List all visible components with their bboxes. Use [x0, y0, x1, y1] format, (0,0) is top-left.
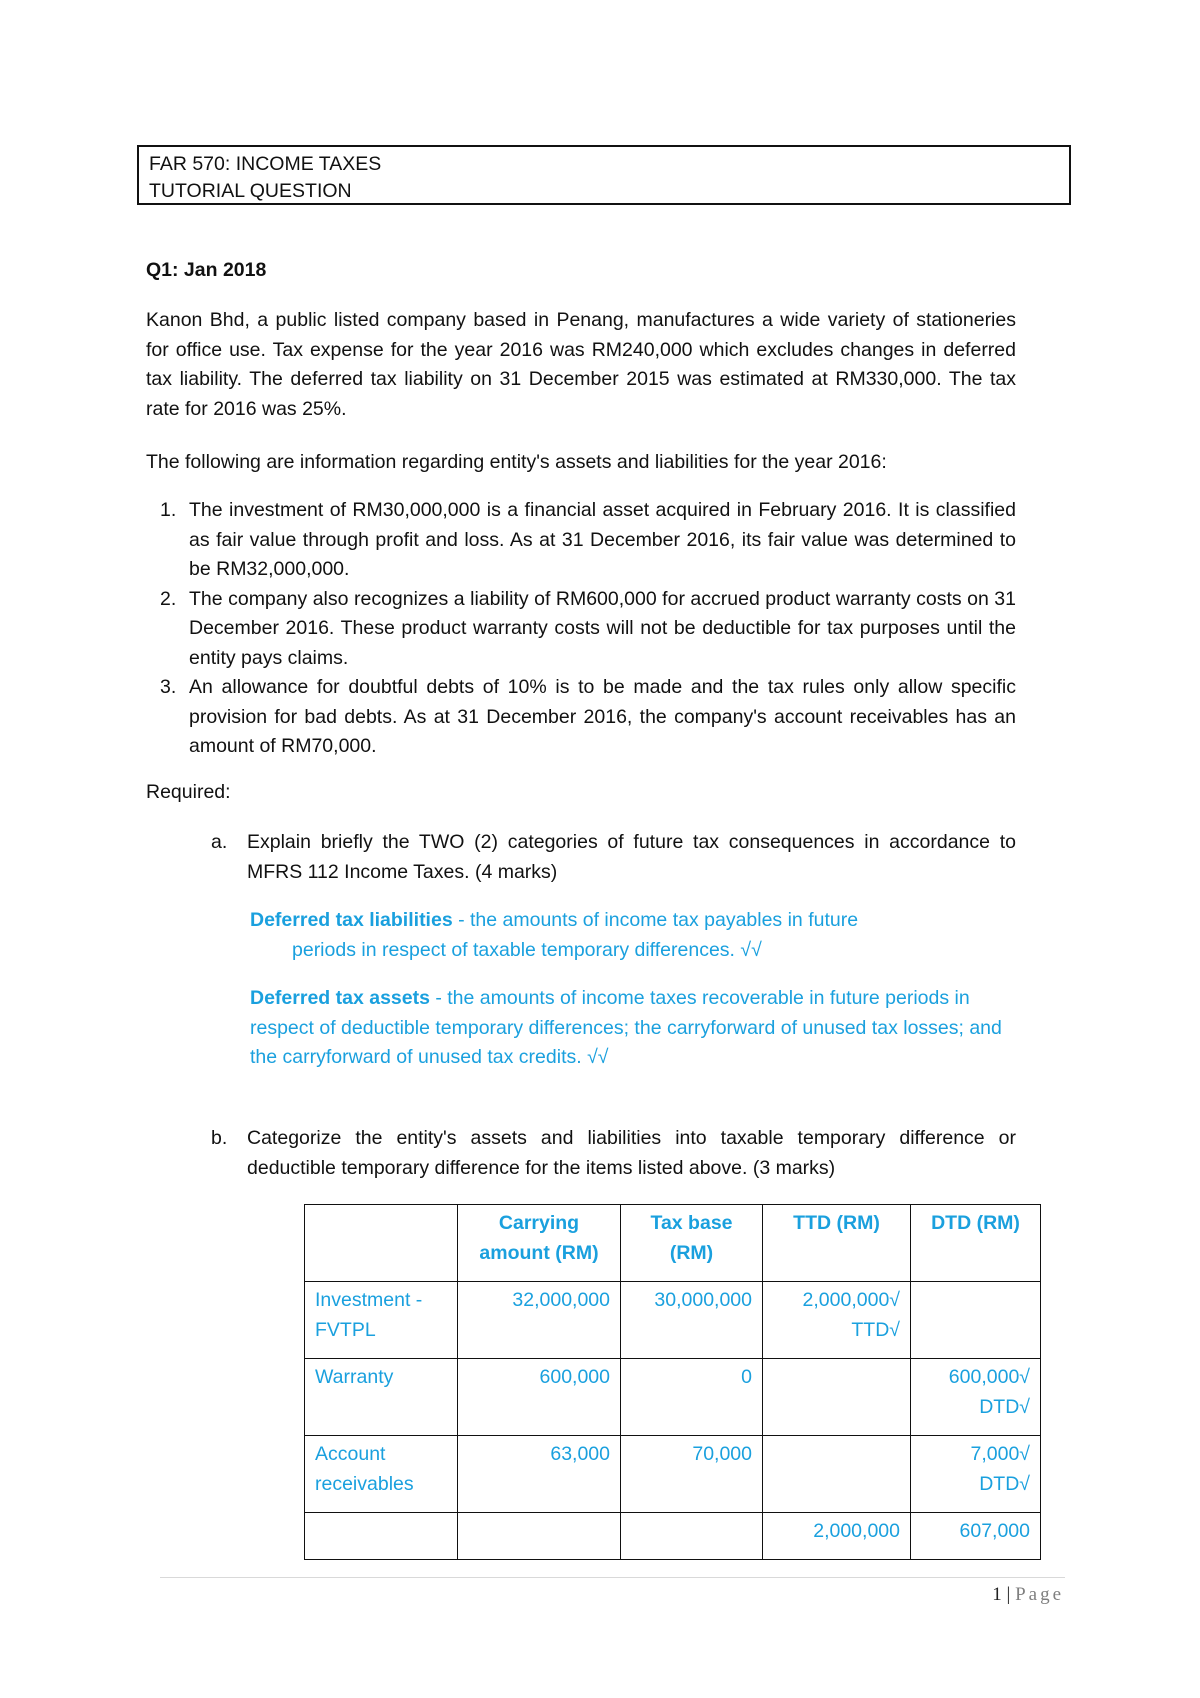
- dtl-term: Deferred tax liabilities: [250, 909, 453, 931]
- temporary-difference-table: [304, 1204, 1041, 1560]
- header-cell-carrying: Carrying amount (RM): [458, 1205, 621, 1282]
- list-item-text: An allowance for doubtful debts of 10% is to be made and the tax rules only allow specific provision for bad debts. As at 31 December 2016, the company's account receivables has an amount of RM70,000.: [189, 676, 1016, 757]
- page-number: 1: [992, 1584, 1002, 1605]
- list-item-text: The investment of RM30,000,000 is a financial asset acquired in February 2016. It is classified as fair value through profit and loss. As at 31 December 2016, its fair value was determined to be RM32,000,000.: [189, 499, 1016, 580]
- list-item: [160, 585, 1016, 674]
- dtl-text-continued: periods in respect of taxable temporary differences. √√: [292, 938, 762, 961]
- part-a: [211, 828, 1016, 887]
- cell-carrying: 32,000,000: [458, 1282, 621, 1359]
- list-item-number: 2.: [160, 587, 177, 610]
- info-list: [160, 496, 1016, 762]
- list-item-number: 3.: [160, 676, 177, 698]
- cell-dtd: [911, 1282, 1041, 1359]
- dtd-tag: DTD√: [979, 1395, 1030, 1418]
- header-cell-tax-base: Tax base (RM): [621, 1205, 763, 1282]
- cell-item: Warranty: [305, 1359, 458, 1436]
- part-b-text: Categorize the entity's assets and liabilities into taxable temporary difference or deductible temporary difference for the items listed above. (3 marks): [247, 1127, 1016, 1179]
- table-row: [305, 1282, 1041, 1359]
- table-row: [305, 1436, 1041, 1513]
- dtd-value: 600,000√: [948, 1366, 1030, 1388]
- cell-tax-base: 30,000,000: [621, 1282, 763, 1359]
- cell-tax-base: 0: [621, 1359, 763, 1436]
- tutorial-label: TUTORIAL QUESTION: [149, 180, 352, 202]
- cell-item: Account receivables: [305, 1436, 458, 1513]
- header-cell-ttd: TTD (RM): [763, 1205, 911, 1282]
- list-item: [160, 496, 1016, 585]
- total-ttd: 2,000,000: [763, 1513, 911, 1560]
- table-row: [305, 1359, 1041, 1436]
- total-dtd: 607,000: [911, 1513, 1041, 1560]
- list-item: [160, 673, 1016, 762]
- page-footer: [992, 1584, 1064, 1606]
- part-a-label: a.: [211, 831, 228, 853]
- cell-item: Investment - FVTPL: [305, 1282, 458, 1359]
- dtd-value: 7,000√: [970, 1443, 1030, 1465]
- list-lead: The following are information regarding entity's assets and liabilities for the year 2016:: [146, 451, 887, 473]
- header-cell-item: [305, 1205, 458, 1282]
- dtl-text: - the amounts of income tax payables in future: [452, 909, 859, 931]
- total-cell-empty: [305, 1513, 458, 1560]
- part-b: [211, 1124, 1016, 1183]
- dtd-tag: DTD√: [979, 1472, 1030, 1495]
- cell-carrying: 600,000: [458, 1359, 621, 1436]
- required-label: Required:: [146, 781, 231, 803]
- dta-text: - the amounts of income taxes recoverable in future periods in respect of deductible temporary differences; the carryforward of unused tax losses; and the carryforward of unused tax credits. √√: [250, 987, 1002, 1068]
- course-title: FAR 570: INCOME TAXES: [149, 153, 382, 175]
- ttd-value: 2,000,000√: [802, 1289, 900, 1311]
- list-item-number: 1.: [160, 499, 177, 521]
- course-header-box: [137, 145, 1071, 205]
- page-separator: |: [1006, 1584, 1011, 1605]
- cell-tax-base: 70,000: [621, 1436, 763, 1513]
- cell-dtd: [911, 1359, 1041, 1436]
- cell-ttd: [763, 1436, 911, 1513]
- cell-ttd: [763, 1359, 911, 1436]
- answer-dtl: [250, 906, 1010, 965]
- total-cell-empty: [458, 1513, 621, 1560]
- total-cell-empty: [621, 1513, 763, 1560]
- table-header-row: [305, 1205, 1041, 1282]
- cell-carrying: 63,000: [458, 1436, 621, 1513]
- footer-divider: [160, 1577, 1065, 1578]
- header-cell-dtd: DTD (RM): [911, 1205, 1041, 1282]
- table-total-row: [305, 1513, 1041, 1560]
- question-title: Q1: Jan 2018: [146, 259, 267, 281]
- page-word: Page: [1015, 1584, 1064, 1605]
- part-b-label: b.: [211, 1127, 228, 1149]
- cell-ttd: [763, 1282, 911, 1359]
- list-item-text: The company also recognizes a liability of RM600,000 for accrued product warranty costs on 31 December 2016. These product warranty costs will not be deductible for tax purposes until the entity pays claims.: [189, 587, 1016, 669]
- dta-term: Deferred tax assets: [250, 987, 430, 1009]
- cell-dtd: [911, 1436, 1041, 1513]
- question-intro: Kanon Bhd, a public listed company based in Penang, manufactures a wide variety of stationeries for office use. Tax expense for the year 2016 was RM240,000 which excludes changes in deferred tax liability. The deferred tax liability on 31 December 2015 was estimated at RM330,000. The tax rate for 2016 was 25%.: [146, 309, 1016, 420]
- answer-dta: [250, 984, 1010, 1073]
- part-a-text: Explain briefly the TWO (2) categories of future tax consequences in accordance to MFRS 112 Income Taxes. (4 marks): [247, 831, 1016, 883]
- ttd-tag: TTD√: [851, 1318, 900, 1341]
